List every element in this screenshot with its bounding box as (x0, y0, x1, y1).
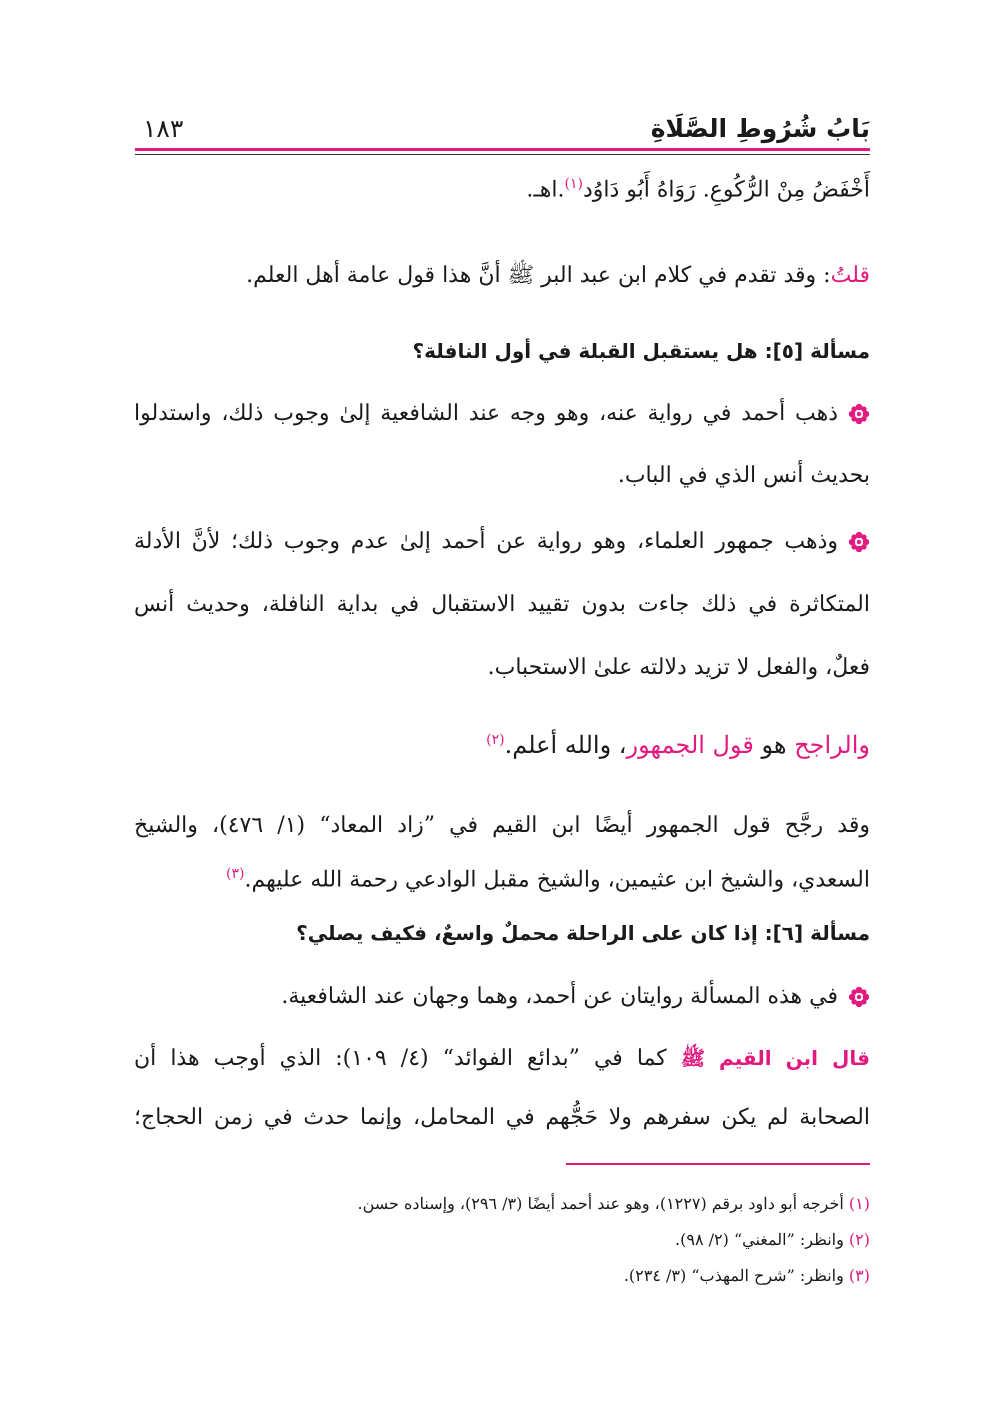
ibn-qayyim-label: قال ابن القيم ﷺ (680, 1046, 870, 1070)
preferred-end: ، والله أعلم. (504, 731, 627, 759)
paragraph-1-text-1: ذهب أحمد في رواية عنه، وهو وجه عند الشافعية إلىٰ وجوب ذلك، واستدلوا (134, 401, 838, 426)
flower-ornament-icon (848, 531, 870, 553)
paragraph-5-text-2: الصحابة لم يكن سفرهم ولا حَجُّهم في المحامل، وإنما حدث في زمن الحجاج؛ (134, 1105, 870, 1130)
line-ending: .اهـ. (526, 177, 565, 203)
paragraph-2-line-1 (134, 524, 870, 560)
footnote-ref-3[interactable]: (٣) (226, 866, 245, 882)
paragraph-4-line-1 (281, 979, 870, 1015)
footnote-1 (357, 1192, 870, 1216)
paragraph-2-line-3 (488, 650, 870, 686)
paragraph-2-text-2: المتكاثرة في ذلك جاءت بدون تقييد الاستقبال في بداية النافلة، وحديث أنس (134, 592, 870, 617)
text-line (526, 166, 870, 208)
paragraph-2-line-2 (134, 587, 870, 623)
footnote-3 (624, 1264, 870, 1288)
question-6-heading (296, 915, 870, 951)
qultu-label: قلتُ (830, 263, 870, 288)
paragraph-5-line-1 (134, 1040, 870, 1077)
page-header (135, 112, 870, 152)
preferred-mid: هو (753, 731, 795, 759)
question-6-text: : إذا كان على الراحلة محملٌ واسعٌ، فكيف يصلي؟ (296, 921, 773, 945)
footnote-ref-2[interactable]: (٢) (486, 732, 505, 748)
flower-ornament-icon (848, 986, 870, 1008)
paragraph-2-text-3: فعلٌ، والفعل لا تزيد دلالته علىٰ الاستحباب. (487, 655, 870, 680)
paragraph-2-text-1: وذهب جمهور العلماء، وهو رواية عن أحمد إلىٰ عدم وجوب ذلك؛ لأنَّ الأدلة (134, 529, 838, 554)
paragraph-3-text-1: وقد رجَّح قول الجمهور أيضًا ابن القيم في ”زاد المعاد“ (١/ ٤٧٦)، والشيخ (134, 813, 870, 838)
paragraph-5-text-1: كما في ”بدائع الفوائد“ (٤/ ١٠٩): الذي أوجب هذا أن (134, 1046, 681, 1071)
paragraph-1-line-2 (618, 458, 870, 494)
qultu-text: : وقد تقدم في كلام ابن عبد البر ﷺ أنَّ هذا قول عامة أهل العلم. (246, 263, 831, 288)
header-rule-thick (135, 148, 870, 151)
footnote-text: وانظر: ”شرح المهذب“ (٣/ ٢٣٤). (623, 1266, 849, 1285)
chapter-title: بَابُ شُرُوطِ الصَّلَاةِ (650, 114, 870, 143)
footnote-text: وانظر: ”المغني“ (٢/ ٩٨). (675, 1230, 849, 1249)
preferred-label: والراجح (794, 731, 870, 759)
paragraph-5-line-2 (134, 1100, 870, 1136)
paragraph-3-line-1 (134, 808, 870, 844)
question-5-heading (412, 333, 870, 369)
paragraph-4-text-1: في هذه المسألة روايتان عن أحمد، وهما وجهان عند الشافعية. (281, 984, 838, 1009)
footnote-number: (٢) (848, 1230, 870, 1249)
footnote-2 (675, 1228, 870, 1252)
preferred-opinion (486, 722, 870, 763)
page-number: ١٨٣ (143, 114, 184, 143)
paragraph-3-line-2 (226, 856, 870, 898)
hadith-ending: أَخْفَضُ مِنْ الرُّكُوعِ. رَوَاهُ أَبُو دَاوُد (582, 177, 870, 203)
question-6-label: مسألة [٦] (772, 921, 870, 945)
paragraph-1-text-2: بحديث أنس الذي في الباب. (617, 463, 870, 488)
footnote-number: (٣) (848, 1266, 870, 1285)
flower-ornament-icon (848, 403, 870, 425)
paragraph-3-text-2: السعدي، والشيخ ابن عثيمين، والشيخ مقبل الوادعي رحمة الله عليهم. (244, 867, 870, 893)
preferred-value: قول الجمهور (626, 731, 754, 759)
header-rule-thin (135, 154, 870, 155)
paragraph-1-line-1 (134, 396, 870, 432)
footnote-separator (566, 1163, 870, 1165)
footnote-text: أخرجه أبو داود برقم (١٢٢٧)، وهو عند أحمد أيضًا (٣/ ٢٩٦)، وإسناده حسن. (357, 1194, 849, 1213)
footnote-number: (١) (848, 1194, 870, 1213)
question-5-label: مسألة [٥] (772, 339, 870, 363)
question-5-text: : هل يستقبل القبلة في أول النافلة؟ (412, 339, 773, 363)
qultu-paragraph (246, 258, 870, 294)
footnote-ref-1[interactable]: (١) (564, 176, 583, 192)
